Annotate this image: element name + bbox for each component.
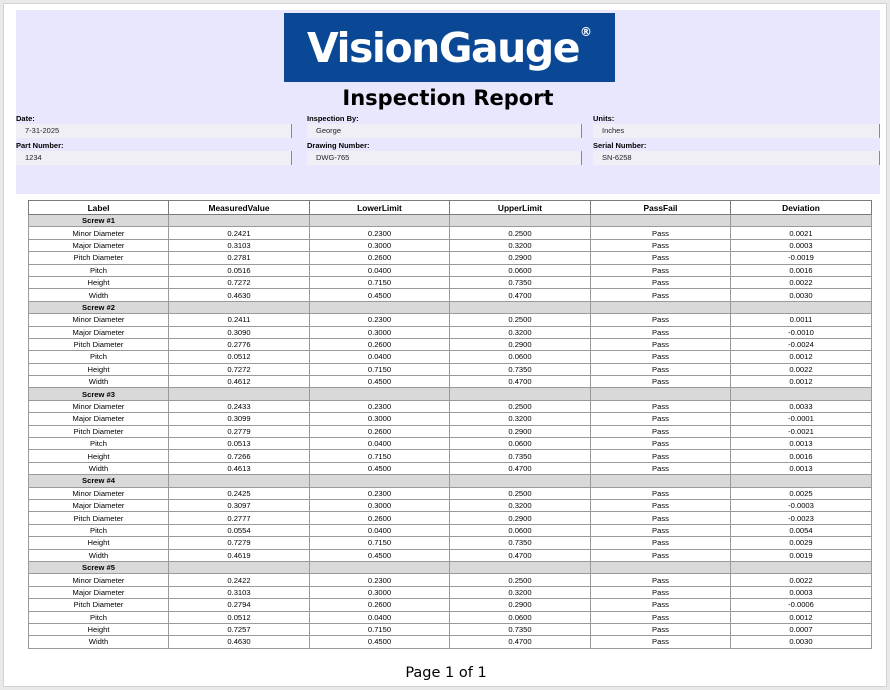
table-row (29, 239, 872, 251)
empty-cell (591, 388, 731, 400)
measured-value-cell: 0.7272 (169, 363, 310, 375)
empty-cell (450, 301, 591, 313)
measured-value-cell: 0.4630 (169, 636, 310, 648)
pass-fail-cell: Pass (591, 363, 731, 375)
table-row (29, 351, 872, 363)
pass-fail-cell: Pass (591, 636, 731, 648)
upper-limit-cell: 0.2900 (450, 252, 591, 264)
empty-cell (169, 475, 310, 487)
measured-value-cell: 0.4613 (169, 462, 310, 474)
upper-limit-cell: 0.4700 (450, 462, 591, 474)
deviation-cell: 0.0019 (731, 549, 872, 561)
measured-value-cell: 0.2776 (169, 338, 310, 350)
empty-cell (731, 215, 872, 227)
label-cell: Pitch Diameter (29, 425, 169, 437)
logo-text: VisionGauge (306, 23, 580, 72)
table-row (29, 363, 872, 375)
pass-fail-cell: Pass (591, 400, 731, 412)
measured-value-cell: 0.4612 (169, 376, 310, 388)
lower-limit-cell: 0.7150 (310, 623, 450, 635)
inspection-by-label: Inspection By: (307, 114, 359, 123)
deviation-cell: -0.0006 (731, 599, 872, 611)
label-cell: Major Diameter (29, 413, 169, 425)
table-row (29, 462, 872, 474)
label-cell: Major Diameter (29, 499, 169, 511)
lower-limit-cell: 0.2300 (310, 400, 450, 412)
lower-limit-cell: 0.7150 (310, 537, 450, 549)
pass-fail-cell: Pass (591, 326, 731, 338)
label-cell: Pitch (29, 438, 169, 450)
deviation-cell: 0.0013 (731, 438, 872, 450)
table-row (29, 487, 872, 499)
measured-value-cell: 0.3103 (169, 239, 310, 251)
label-cell: Pitch (29, 264, 169, 276)
pass-fail-cell: Pass (591, 549, 731, 561)
pass-fail-cell: Pass (591, 438, 731, 450)
empty-cell (450, 388, 591, 400)
label-cell: Pitch (29, 524, 169, 536)
label-cell: Width (29, 462, 169, 474)
registered-mark: ® (580, 24, 593, 39)
upper-limit-cell: 0.7350 (450, 450, 591, 462)
lower-limit-cell: 0.2300 (310, 314, 450, 326)
upper-limit-cell: 0.0600 (450, 438, 591, 450)
lower-limit-cell: 0.2300 (310, 574, 450, 586)
table-row (29, 574, 872, 586)
inspection-by-value: George (307, 124, 582, 138)
pass-fail-cell: Pass (591, 252, 731, 264)
label-cell: Width (29, 549, 169, 561)
table-row (29, 438, 872, 450)
lower-limit-cell: 0.0400 (310, 438, 450, 450)
measured-value-cell: 0.2433 (169, 400, 310, 412)
label-cell: Pitch Diameter (29, 599, 169, 611)
deviation-cell: 0.0021 (731, 227, 872, 239)
empty-cell (591, 215, 731, 227)
label-cell: Major Diameter (29, 326, 169, 338)
empty-cell (450, 561, 591, 573)
upper-limit-cell: 0.4700 (450, 636, 591, 648)
column-header-lower-limit: LowerLimit (310, 201, 450, 215)
lower-limit-cell: 0.7150 (310, 276, 450, 288)
empty-cell (310, 475, 450, 487)
empty-cell (731, 388, 872, 400)
lower-limit-cell: 0.0400 (310, 611, 450, 623)
measured-value-cell: 0.2411 (169, 314, 310, 326)
label-cell: Minor Diameter (29, 574, 169, 586)
deviation-cell: 0.0022 (731, 574, 872, 586)
empty-cell (169, 215, 310, 227)
pass-fail-cell: Pass (591, 586, 731, 598)
table-row (29, 425, 872, 437)
empty-cell (591, 561, 731, 573)
deviation-cell: 0.0022 (731, 276, 872, 288)
lower-limit-cell: 0.0400 (310, 351, 450, 363)
upper-limit-cell: 0.2900 (450, 512, 591, 524)
measured-value-cell: 0.4630 (169, 289, 310, 301)
measured-value-cell: 0.2794 (169, 599, 310, 611)
table-row (29, 338, 872, 350)
pass-fail-cell: Pass (591, 351, 731, 363)
column-header-measured-value: MeasuredValue (169, 201, 310, 215)
measured-value-cell: 0.0512 (169, 351, 310, 363)
group-name: Screw #4 (29, 475, 169, 487)
label-cell: Minor Diameter (29, 227, 169, 239)
table-row (29, 636, 872, 648)
upper-limit-cell: 0.3200 (450, 413, 591, 425)
lower-limit-cell: 0.4500 (310, 376, 450, 388)
empty-cell (591, 475, 731, 487)
table-row (29, 252, 872, 264)
group-header-row (29, 215, 872, 227)
upper-limit-cell: 0.2500 (450, 400, 591, 412)
label-cell: Major Diameter (29, 586, 169, 598)
pass-fail-cell: Pass (591, 462, 731, 474)
pass-fail-cell: Pass (591, 512, 731, 524)
empty-cell (310, 215, 450, 227)
deviation-cell: -0.0024 (731, 338, 872, 350)
lower-limit-cell: 0.4500 (310, 636, 450, 648)
measured-value-cell: 0.7272 (169, 276, 310, 288)
deviation-cell: -0.0001 (731, 413, 872, 425)
label-cell: Pitch (29, 611, 169, 623)
lower-limit-cell: 0.0400 (310, 264, 450, 276)
part-number-label: Part Number: (16, 141, 64, 150)
empty-cell (310, 301, 450, 313)
deviation-cell: 0.0030 (731, 636, 872, 648)
measured-value-cell: 0.0512 (169, 611, 310, 623)
table-body (29, 215, 872, 649)
lower-limit-cell: 0.2600 (310, 425, 450, 437)
pass-fail-cell: Pass (591, 537, 731, 549)
serial-number-value: SN-6258 (593, 151, 880, 165)
measured-value-cell: 0.0513 (169, 438, 310, 450)
group-header-row (29, 561, 872, 573)
lower-limit-cell: 0.2600 (310, 599, 450, 611)
measured-value-cell: 0.4619 (169, 549, 310, 561)
column-header-label: Label (29, 201, 169, 215)
group-header-row (29, 475, 872, 487)
lower-limit-cell: 0.4500 (310, 462, 450, 474)
table-row (29, 549, 872, 561)
measured-value-cell: 0.3097 (169, 499, 310, 511)
pass-fail-cell: Pass (591, 611, 731, 623)
page-number: Page 1 of 1 (405, 665, 487, 681)
lower-limit-cell: 0.4500 (310, 289, 450, 301)
pass-fail-cell: Pass (591, 499, 731, 511)
empty-cell (169, 388, 310, 400)
table-row (29, 586, 872, 598)
table-row (29, 450, 872, 462)
measured-value-cell: 0.2421 (169, 227, 310, 239)
measured-value-cell: 0.2781 (169, 252, 310, 264)
empty-cell (731, 475, 872, 487)
empty-cell (169, 301, 310, 313)
table-row (29, 499, 872, 511)
pass-fail-cell: Pass (591, 574, 731, 586)
measured-value-cell: 0.2425 (169, 487, 310, 499)
lower-limit-cell: 0.3000 (310, 499, 450, 511)
date-value: 7-31-2025 (16, 124, 292, 138)
table-header-row (29, 201, 872, 215)
upper-limit-cell: 0.3200 (450, 499, 591, 511)
lower-limit-cell: 0.3000 (310, 413, 450, 425)
label-cell: Height (29, 363, 169, 375)
lower-limit-cell: 0.2600 (310, 512, 450, 524)
upper-limit-cell: 0.0600 (450, 611, 591, 623)
inspection-table (28, 200, 872, 649)
inspection-by-field (307, 114, 582, 138)
pass-fail-cell: Pass (591, 227, 731, 239)
label-cell: Major Diameter (29, 239, 169, 251)
measured-value-cell: 0.3090 (169, 326, 310, 338)
measured-value-cell: 0.7257 (169, 623, 310, 635)
label-cell: Minor Diameter (29, 314, 169, 326)
upper-limit-cell: 0.2900 (450, 425, 591, 437)
deviation-cell: 0.0016 (731, 264, 872, 276)
lower-limit-cell: 0.7150 (310, 363, 450, 375)
table-row (29, 524, 872, 536)
deviation-cell: 0.0016 (731, 450, 872, 462)
deviation-cell: 0.0022 (731, 363, 872, 375)
upper-limit-cell: 0.0600 (450, 524, 591, 536)
label-cell: Minor Diameter (29, 487, 169, 499)
table-row (29, 227, 872, 239)
lower-limit-cell: 0.3000 (310, 239, 450, 251)
label-cell: Height (29, 537, 169, 549)
lower-limit-cell: 0.3000 (310, 326, 450, 338)
deviation-cell: 0.0012 (731, 351, 872, 363)
pass-fail-cell: Pass (591, 413, 731, 425)
table-row (29, 611, 872, 623)
pass-fail-cell: Pass (591, 425, 731, 437)
empty-cell (731, 301, 872, 313)
empty-cell (310, 561, 450, 573)
deviation-cell: 0.0033 (731, 400, 872, 412)
date-label: Date: (16, 114, 35, 123)
label-cell: Pitch (29, 351, 169, 363)
pass-fail-cell: Pass (591, 239, 731, 251)
measured-value-cell: 0.2777 (169, 512, 310, 524)
upper-limit-cell: 0.2500 (450, 574, 591, 586)
upper-limit-cell: 0.3200 (450, 239, 591, 251)
label-cell: Height (29, 450, 169, 462)
measured-value-cell: 0.2422 (169, 574, 310, 586)
measured-value-cell: 0.0554 (169, 524, 310, 536)
drawing-number-field (307, 141, 582, 165)
group-header-row (29, 301, 872, 313)
part-number-field (16, 141, 292, 165)
table-row (29, 326, 872, 338)
deviation-cell: 0.0013 (731, 462, 872, 474)
label-cell: Height (29, 623, 169, 635)
pass-fail-cell: Pass (591, 599, 731, 611)
serial-number-field (593, 141, 880, 165)
deviation-cell: 0.0029 (731, 537, 872, 549)
upper-limit-cell: 0.4700 (450, 289, 591, 301)
empty-cell (450, 215, 591, 227)
pass-fail-cell: Pass (591, 376, 731, 388)
label-cell: Width (29, 636, 169, 648)
upper-limit-cell: 0.7350 (450, 623, 591, 635)
table-row (29, 537, 872, 549)
deviation-cell: 0.0025 (731, 487, 872, 499)
empty-cell (591, 301, 731, 313)
table-row (29, 264, 872, 276)
upper-limit-cell: 0.2500 (450, 314, 591, 326)
page-title: Inspection Report (342, 86, 554, 110)
upper-limit-cell: 0.2500 (450, 227, 591, 239)
upper-limit-cell: 0.7350 (450, 537, 591, 549)
deviation-cell: 0.0003 (731, 239, 872, 251)
deviation-cell: -0.0003 (731, 499, 872, 511)
label-cell: Pitch Diameter (29, 512, 169, 524)
deviation-cell: 0.0012 (731, 376, 872, 388)
upper-limit-cell: 0.7350 (450, 363, 591, 375)
deviation-cell: 0.0003 (731, 586, 872, 598)
upper-limit-cell: 0.0600 (450, 264, 591, 276)
pass-fail-cell: Pass (591, 314, 731, 326)
measured-value-cell: 0.0516 (169, 264, 310, 276)
units-field (593, 114, 880, 138)
units-label: Units: (593, 114, 615, 123)
lower-limit-cell: 0.4500 (310, 549, 450, 561)
label-cell: Pitch Diameter (29, 252, 169, 264)
empty-cell (169, 561, 310, 573)
column-header-deviation: Deviation (731, 201, 872, 215)
upper-limit-cell: 0.4700 (450, 549, 591, 561)
report-page (3, 3, 887, 687)
group-name: Screw #2 (29, 301, 169, 313)
pass-fail-cell: Pass (591, 524, 731, 536)
date-field (16, 114, 292, 138)
units-value: Inches (593, 124, 880, 138)
lower-limit-cell: 0.2600 (310, 252, 450, 264)
upper-limit-cell: 0.2900 (450, 338, 591, 350)
lower-limit-cell: 0.7150 (310, 450, 450, 462)
upper-limit-cell: 0.0600 (450, 351, 591, 363)
pass-fail-cell: Pass (591, 487, 731, 499)
deviation-cell: 0.0011 (731, 314, 872, 326)
upper-limit-cell: 0.7350 (450, 276, 591, 288)
deviation-cell: 0.0054 (731, 524, 872, 536)
table-row (29, 400, 872, 412)
measured-value-cell: 0.7266 (169, 450, 310, 462)
empty-cell (310, 388, 450, 400)
label-cell: Height (29, 276, 169, 288)
label-cell: Minor Diameter (29, 400, 169, 412)
visiongauge-logo (284, 13, 615, 82)
deviation-cell: -0.0021 (731, 425, 872, 437)
report-header (16, 10, 880, 194)
lower-limit-cell: 0.2300 (310, 487, 450, 499)
label-cell: Pitch Diameter (29, 338, 169, 350)
deviation-cell: -0.0019 (731, 252, 872, 264)
upper-limit-cell: 0.2500 (450, 487, 591, 499)
group-name: Screw #3 (29, 388, 169, 400)
table-row (29, 314, 872, 326)
serial-number-label: Serial Number: (593, 141, 647, 150)
deviation-cell: 0.0012 (731, 611, 872, 623)
table-row (29, 413, 872, 425)
table-row (29, 599, 872, 611)
pass-fail-cell: Pass (591, 623, 731, 635)
deviation-cell: -0.0010 (731, 326, 872, 338)
table-row (29, 289, 872, 301)
pass-fail-cell: Pass (591, 450, 731, 462)
pass-fail-cell: Pass (591, 276, 731, 288)
column-header-upper-limit: UpperLimit (450, 201, 591, 215)
upper-limit-cell: 0.4700 (450, 376, 591, 388)
measured-value-cell: 0.3103 (169, 586, 310, 598)
pass-fail-cell: Pass (591, 264, 731, 276)
measured-value-cell: 0.2779 (169, 425, 310, 437)
group-name: Screw #1 (29, 215, 169, 227)
group-name: Screw #5 (29, 561, 169, 573)
upper-limit-cell: 0.3200 (450, 586, 591, 598)
group-header-row (29, 388, 872, 400)
lower-limit-cell: 0.2600 (310, 338, 450, 350)
table-row (29, 623, 872, 635)
table-row (29, 376, 872, 388)
label-cell: Width (29, 376, 169, 388)
upper-limit-cell: 0.2900 (450, 599, 591, 611)
drawing-number-label: Drawing Number: (307, 141, 370, 150)
label-cell: Width (29, 289, 169, 301)
lower-limit-cell: 0.3000 (310, 586, 450, 598)
deviation-cell: -0.0023 (731, 512, 872, 524)
measured-value-cell: 0.7279 (169, 537, 310, 549)
pass-fail-cell: Pass (591, 338, 731, 350)
pass-fail-cell: Pass (591, 289, 731, 301)
empty-cell (731, 561, 872, 573)
empty-cell (450, 475, 591, 487)
drawing-number-value: DWG-765 (307, 151, 582, 165)
table-row (29, 512, 872, 524)
deviation-cell: 0.0030 (731, 289, 872, 301)
column-header-pass-fail: PassFail (591, 201, 731, 215)
lower-limit-cell: 0.0400 (310, 524, 450, 536)
measured-value-cell: 0.3099 (169, 413, 310, 425)
lower-limit-cell: 0.2300 (310, 227, 450, 239)
part-number-value: 1234 (16, 151, 292, 165)
deviation-cell: 0.0007 (731, 623, 872, 635)
table-row (29, 276, 872, 288)
upper-limit-cell: 0.3200 (450, 326, 591, 338)
